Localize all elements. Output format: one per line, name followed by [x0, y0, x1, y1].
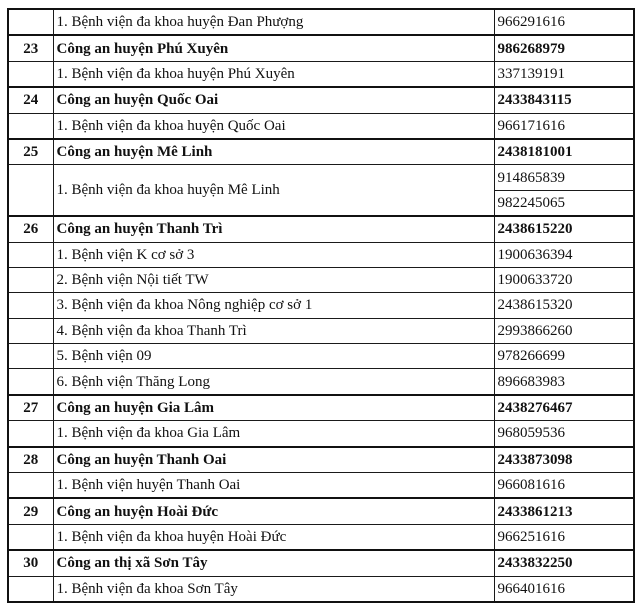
- police-unit-name: Công an huyện Mê Linh: [53, 139, 494, 165]
- hospital-name: 5. Bệnh viện 09: [53, 344, 494, 369]
- phone-number: 968059536: [494, 421, 634, 447]
- table-row: [8, 9, 634, 35]
- table-row-group: [8, 447, 634, 473]
- police-unit-name: Công an huyện Quốc Oai: [53, 87, 494, 113]
- row-number: 23: [8, 35, 53, 61]
- hospital-name: 2. Bệnh viện Nội tiết TW: [53, 267, 494, 292]
- hospital-name: 1. Bệnh viện đa khoa huyện Quốc Oai: [53, 113, 494, 139]
- row-number: 27: [8, 395, 53, 421]
- hospital-name: 1. Bệnh viện huyện Thanh Oai: [53, 473, 494, 499]
- hospital-name: 1. Bệnh viện K cơ sở 3: [53, 242, 494, 267]
- phone-number: 2993866260: [494, 318, 634, 343]
- hospital-name: 1. Bệnh viện đa khoa huyện Đan Phượng: [53, 9, 494, 35]
- phone-number: 966291616: [494, 9, 634, 35]
- hospital-name: 6. Bệnh viện Thăng Long: [53, 369, 494, 395]
- table-row: [8, 421, 634, 447]
- phone-number: 966171616: [494, 113, 634, 139]
- row-number: 26: [8, 216, 53, 242]
- table-row-group: [8, 395, 634, 421]
- table-row-group: [8, 498, 634, 524]
- hospital-name: 1. Bệnh viện đa khoa huyện Hoài Đức: [53, 524, 494, 550]
- row-number: [8, 165, 53, 216]
- row-number: [8, 267, 53, 292]
- table-row: [8, 318, 634, 343]
- phone-number: 966251616: [494, 524, 634, 550]
- table-row-group: [8, 139, 634, 165]
- police-unit-name: Công an huyện Thanh Oai: [53, 447, 494, 473]
- contact-table: [7, 8, 635, 603]
- row-number: [8, 576, 53, 602]
- phone-number: 896683983: [494, 369, 634, 395]
- phone-number: 2433843115: [494, 87, 634, 113]
- row-number: [8, 524, 53, 550]
- hospital-name: 1. Bệnh viện đa khoa Sơn Tây: [53, 576, 494, 602]
- row-number: [8, 9, 53, 35]
- table-row-group: [8, 35, 634, 61]
- table-row-group: [8, 87, 634, 113]
- row-number: [8, 293, 53, 318]
- phone-number: 2438615320: [494, 293, 634, 318]
- phone-number: 966401616: [494, 576, 634, 602]
- phone-number: 2433832250: [494, 550, 634, 576]
- row-number: [8, 344, 53, 369]
- row-number: [8, 242, 53, 267]
- row-number: [8, 421, 53, 447]
- police-unit-name: Công an huyện Thanh Trì: [53, 216, 494, 242]
- table-row: [8, 473, 634, 499]
- row-number: [8, 473, 53, 499]
- police-unit-name: Công an huyện Hoài Đức: [53, 498, 494, 524]
- police-unit-name: Công an huyện Gia Lâm: [53, 395, 494, 421]
- table-row: [8, 344, 634, 369]
- row-number: 29: [8, 498, 53, 524]
- table-row-group: [8, 550, 634, 576]
- table-row: [8, 61, 634, 87]
- hospital-name: 1. Bệnh viện đa khoa Gia Lâm: [53, 421, 494, 447]
- phone-number: 2438181001: [494, 139, 634, 165]
- phone-number: 1900633720: [494, 267, 634, 292]
- row-number: 28: [8, 447, 53, 473]
- row-number: 25: [8, 139, 53, 165]
- hospital-name: 1. Bệnh viện đa khoa huyện Mê Linh: [53, 165, 494, 216]
- table-row: [8, 165, 634, 190]
- phone-number: 1900636394: [494, 242, 634, 267]
- phone-number: 978266699: [494, 344, 634, 369]
- table-row: [8, 524, 634, 550]
- row-number: [8, 318, 53, 343]
- table-row: [8, 242, 634, 267]
- phone-number: 982245065: [494, 190, 634, 216]
- hospital-name: 1. Bệnh viện đa khoa huyện Phú Xuyên: [53, 61, 494, 87]
- row-number: 24: [8, 87, 53, 113]
- table-row: [8, 267, 634, 292]
- row-number: [8, 61, 53, 87]
- table-row: [8, 576, 634, 602]
- phone-number: 2438615220: [494, 216, 634, 242]
- row-number: 30: [8, 550, 53, 576]
- phone-number: 2433873098: [494, 447, 634, 473]
- hospital-name: 4. Bệnh viện đa khoa Thanh Trì: [53, 318, 494, 343]
- table-row: [8, 113, 634, 139]
- phone-number: 337139191: [494, 61, 634, 87]
- table-row: [8, 293, 634, 318]
- row-number: [8, 369, 53, 395]
- phone-number: 914865839: [494, 165, 634, 190]
- phone-number: 2433861213: [494, 498, 634, 524]
- phone-number: 986268979: [494, 35, 634, 61]
- police-unit-name: Công an thị xã Sơn Tây: [53, 550, 494, 576]
- phone-number: 966081616: [494, 473, 634, 499]
- police-unit-name: Công an huyện Phú Xuyên: [53, 35, 494, 61]
- row-number: [8, 113, 53, 139]
- phone-number: 2438276467: [494, 395, 634, 421]
- table-row: [8, 369, 634, 395]
- hospital-name: 3. Bệnh viện đa khoa Nông nghiệp cơ sở 1: [53, 293, 494, 318]
- table-row-group: [8, 216, 634, 242]
